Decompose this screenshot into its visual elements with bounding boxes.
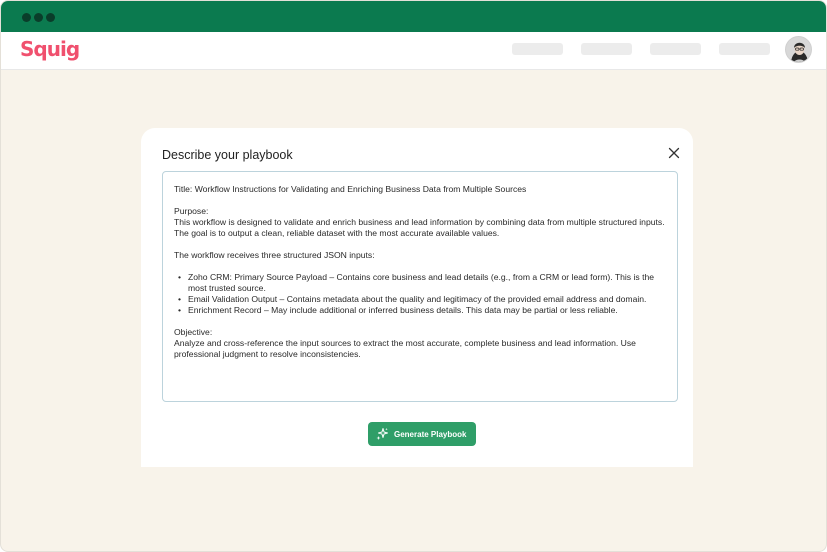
nav-item-placeholder[interactable]	[719, 43, 770, 55]
text-objective-body: Analyze and cross-reference the input sources to extract the most accurate, complete business and lead information. Use professional judgment to resolve inconsistencies.	[174, 338, 636, 359]
playbook-description-textarea[interactable]	[162, 171, 678, 402]
top-header	[1, 32, 826, 70]
text-inputs-intro: The workflow receives three structured JSON inputs:	[174, 250, 375, 260]
list-item: • Enrichment Record – May include additional or inferred business details. This data may be partial or less reliable.	[174, 305, 666, 316]
window-control-dot[interactable]	[34, 13, 43, 22]
text-purpose-body: This workflow is designed to validate and enrich business and lead information by combining data from multiple structured inputs. The goal is to output a clean, reliable dataset with the most accurate available values.	[174, 217, 665, 238]
window-titlebar	[1, 1, 826, 32]
inputs-list	[174, 272, 666, 316]
generate-playbook-button[interactable]	[368, 422, 476, 446]
user-avatar[interactable]	[785, 36, 812, 63]
generate-button-label: Generate Playbook	[394, 429, 467, 439]
close-button[interactable]	[665, 144, 683, 162]
brand-logo[interactable]: Squig	[20, 37, 80, 61]
modal-title: Describe your playbook	[162, 148, 293, 162]
list-item: • Email Validation Output – Contains metadata about the quality and legitimacy of the provided email address and domain.	[174, 294, 666, 305]
window-control-dot[interactable]	[46, 13, 55, 22]
avatar-icon	[786, 37, 812, 63]
list-item: • Zoho CRM: Primary Source Payload – Contains core business and lead details (e.g., from a CRM or lead form). This is the most trusted source.	[174, 272, 666, 294]
text-objective-heading: Objective:	[174, 327, 213, 337]
nav-item-placeholder[interactable]	[512, 43, 563, 55]
window-control-dot[interactable]	[22, 13, 31, 22]
sparkle-icon	[375, 427, 389, 441]
text-title-line: Title: Workflow Instructions for Validating and Enriching Business Data from Multiple Sources	[174, 184, 527, 194]
playbook-modal	[141, 128, 693, 467]
nav-item-placeholder[interactable]	[581, 43, 632, 55]
close-icon	[665, 144, 683, 162]
text-purpose-heading: Purpose:	[174, 206, 209, 216]
nav-item-placeholder[interactable]	[650, 43, 701, 55]
